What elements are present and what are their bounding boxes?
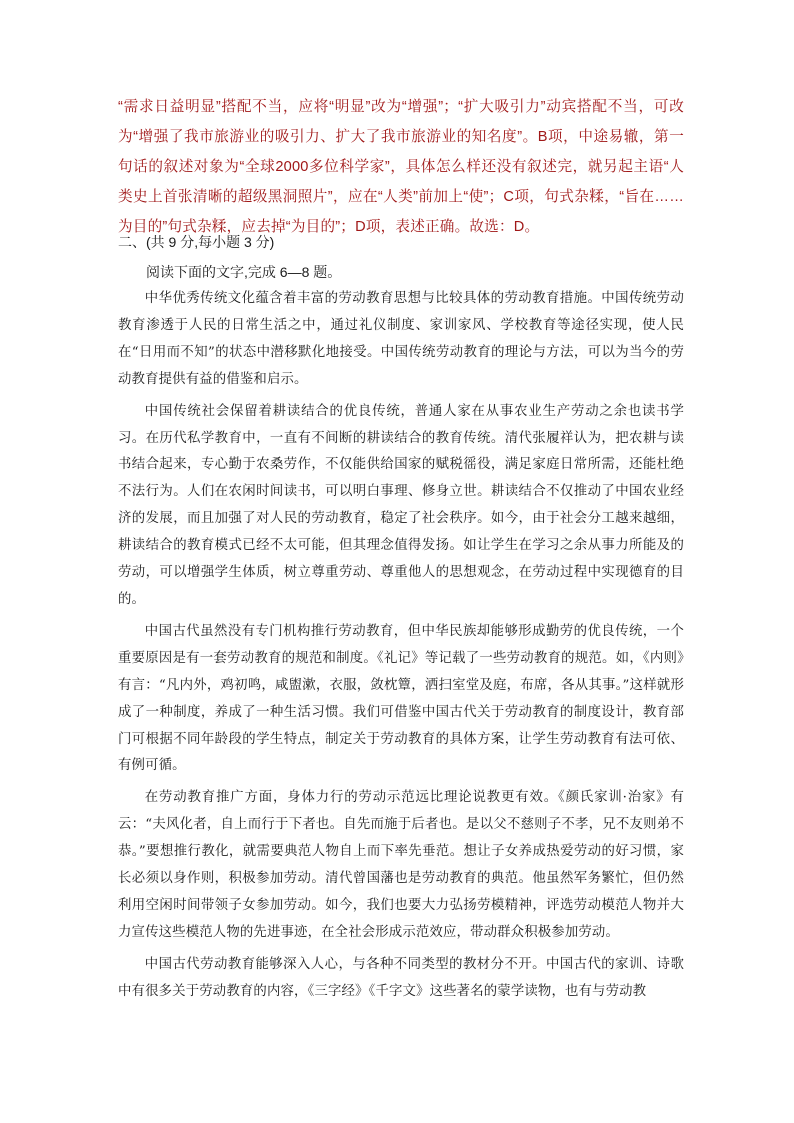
passage-paragraph: 中国古代虽然没有专门机构推行劳动教育，但中华民族却能够形成勤劳的优良传统，一个重要原因是有一套劳动教育的规范和制度。《礼记》等记载了一些劳动教育的规范。如，《内则》有言：“凡内外，鸡初鸣，咸盥漱，衣服，敛枕簟，洒扫室堂及庭，布席，各从其事。”这样就形成了一种制度，养成了一种生活习惯。我们可借鉴中国古代关于劳动教育的制度设计，教育部门可根据不同年龄段的学生特点，制定关于劳动教育的具体方案，让学生劳动教育有法可依、有例可循。: [118, 623, 684, 774]
passage-paragraph: 中国传统社会保留着耕读结合的优良传统，普通人家在从事农业生产劳动之余也读书学习。在历代私学教育中，一直有不间断的耕读结合的教育传统。清代张履祥认为，把农耕与读书结合起来，专心勤于农桑劳作，不仅能供给国家的赋税徭役，满足家庭日常所需，还能杜绝不法行为。人们在农闲时间读书，可以明白事理、修身立世。耕读结合不仅推动了中国农业经济的发展，而且加强了对人民的劳动教育，稳定了社会秩序。如今，由于社会分工越来越细，耕读结合的教育模式已经不太可能，但其理念值得发扬。如让学生在学习之余从事力所能及的劳动，可以增强学生体质，树立尊重劳动、尊重他人的思想观念，在劳动过程中实现德育的目的。: [118, 403, 684, 607]
reading-passage: [118, 286, 684, 1011]
passage-paragraph: 中华优秀传统文化蕴含着丰富的劳动教育思想与比较具体的劳动教育措施。中国传统劳动教育渗透于人民的日常生活之中，通过礼仪制度、家训家风、学校教育等途径实现，使人民在“日用而不知”的状态中潜移默化地接受。中国传统劳动教育的理论与方法，可以为当今的劳动教育提供有益的借鉴和启示。: [118, 291, 684, 387]
section-header: 二、(共 9 分,每小题 3 分): [118, 234, 275, 250]
answer-explanation: “需求日益明显”搭配不当，应将“明显”改为“增强”；“扩大吸引力”动宾搭配不当，可改为“增强了我市旅游业的吸引力、扩大了我市旅游业的知名度”。B项，中途易辙，第一句话的叙述对象为“全球2000多位科学家”，具体怎么样还没有叙述完，就另起主语“人类史上首张清晰的超级黑洞照片”，应在“人类”前加上“使”；C项，句式杂糅，“旨在……为目的”句式杂糅，应去掉“为目的”；D项，表述正确。故选：D。: [118, 99, 684, 235]
reading-instruction: 阅读下面的文字,完成 6—8 题。: [146, 264, 342, 280]
passage-paragraph: 在劳动教育推广方面，身体力行的劳动示范远比理论说教更有效。《颜氏家训·治家》有云：“夫风化者，自上而行于下者也。自先而施于后者也。是以父不慈则子不孝，兄不友则弟不恭。”要想推行教化，就需要典范人物自上而下率先垂范。想让子女养成热爱劳动的好习惯，家长必须以身作则，积极参加劳动。清代曾国藩也是劳动教育的典范。他虽然军务繁忙，但仍然利用空闲时间带领子女参加劳动。如今，我们也要大力弘扬劳模精神，评选劳动模范人物并大力宣传这些模范人物的先进事迹，在全社会形成示范效应，带动群众积极参加劳动。: [118, 790, 684, 940]
passage-paragraph: 中国古代劳动教育能够深入人心，与各种不同类型的教材分不开。中国古代的家训、诗歌中有很多关于劳动教育的内容，《三字经》《千字文》这些著名的蒙学读物，也有与劳动教: [118, 956, 684, 999]
